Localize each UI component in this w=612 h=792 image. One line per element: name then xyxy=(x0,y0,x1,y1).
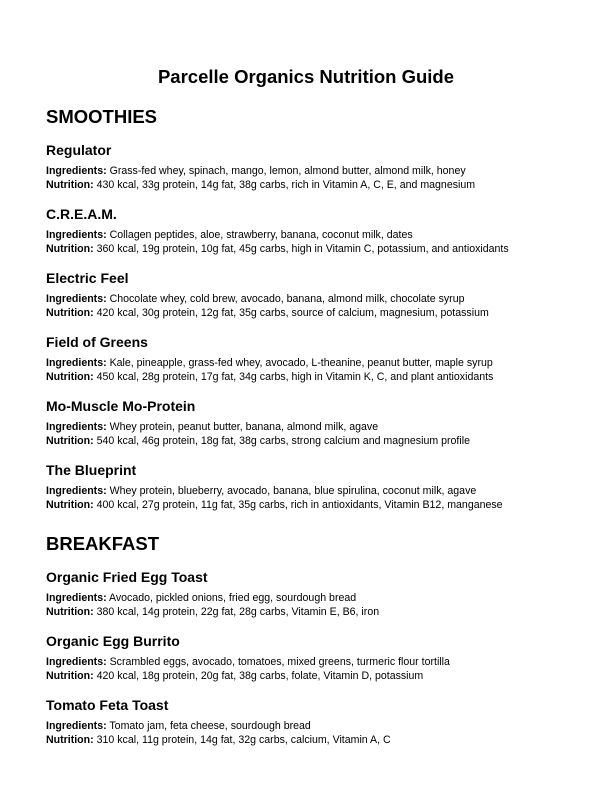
ingredients-label: Ingredients: xyxy=(46,656,107,668)
nutrition-text: 400 kcal, 27g protein, 11g fat, 35g carbs, rich in antioxidants, Vitamin B12, manganese xyxy=(96,499,503,511)
menu-item-cream xyxy=(46,206,566,256)
menu-item-organic-fried-egg-toast xyxy=(46,569,566,619)
nutrition-text: 380 kcal, 14g protein, 22g fat, 28g carbs, Vitamin E, B6, iron xyxy=(96,606,380,618)
nutrition-text: 420 kcal, 30g protein, 12g fat, 35g carbs, source of calcium, magnesium, potassium xyxy=(96,307,489,319)
item-title: Field of Greens xyxy=(46,334,148,350)
ingredients-text: Whey protein, peanut butter, banana, almond milk, agave xyxy=(109,421,379,433)
ingredients-text: Chocolate whey, cold brew, avocado, banana, almond milk, chocolate syrup xyxy=(109,293,465,305)
nutrition-line xyxy=(46,733,566,747)
nutrition-line xyxy=(46,498,566,512)
ingredients-text: Kale, pineapple, grass-fed whey, avocado, L-theanine, peanut butter, maple syrup xyxy=(109,357,493,369)
section-title-smoothies: SMOOTHIES xyxy=(46,106,158,127)
nutrition-text: 360 kcal, 19g protein, 10g fat, 45g carbs, high in Vitamin C, potassium, and antioxidants xyxy=(96,243,509,255)
nutrition-text: 310 kcal, 11g protein, 14g fat, 32g carbs, calcium, Vitamin A, C xyxy=(96,734,391,746)
menu-item-the-blueprint xyxy=(46,462,566,512)
nutrition-label: Nutrition: xyxy=(46,734,94,746)
ingredients-line xyxy=(46,292,566,306)
item-title: Electric Feel xyxy=(46,270,129,286)
ingredients-text: Tomato jam, feta cheese, sourdough bread xyxy=(109,720,311,732)
ingredients-label: Ingredients: xyxy=(46,592,107,604)
ingredients-line xyxy=(46,655,566,669)
ingredients-line xyxy=(46,356,566,370)
ingredients-line xyxy=(46,484,566,498)
ingredients-label: Ingredients: xyxy=(46,485,107,497)
nutrition-line xyxy=(46,178,566,192)
ingredients-label: Ingredients: xyxy=(46,720,107,732)
nutrition-label: Nutrition: xyxy=(46,371,94,383)
ingredients-label: Ingredients: xyxy=(46,357,107,369)
nutrition-label: Nutrition: xyxy=(46,499,94,511)
ingredients-label: Ingredients: xyxy=(46,165,107,177)
ingredients-text: Whey protein, blueberry, avocado, banana, blue spirulina, coconut milk, agave xyxy=(109,485,477,497)
nutrition-line xyxy=(46,242,566,256)
nutrition-label: Nutrition: xyxy=(46,435,94,447)
item-title: Organic Egg Burrito xyxy=(46,633,180,649)
ingredients-text: Scrambled eggs, avocado, tomatoes, mixed greens, turmeric flour tortilla xyxy=(109,656,450,668)
nutrition-label: Nutrition: xyxy=(46,307,94,319)
nutrition-label: Nutrition: xyxy=(46,670,94,682)
ingredients-line xyxy=(46,228,566,242)
nutrition-label: Nutrition: xyxy=(46,606,94,618)
document-title: Parcelle Organics Nutrition Guide xyxy=(157,66,455,87)
menu-item-mo-muscle-mo-protein xyxy=(46,398,566,448)
nutrition-line xyxy=(46,370,566,384)
nutrition-line xyxy=(46,434,566,448)
menu-item-field-of-greens xyxy=(46,334,566,384)
nutrition-label: Nutrition: xyxy=(46,243,94,255)
item-title: C.R.E.A.M. xyxy=(46,206,117,222)
ingredients-line xyxy=(46,164,566,178)
item-title: Regulator xyxy=(46,142,112,158)
menu-item-organic-egg-burrito xyxy=(46,633,566,683)
nutrition-line xyxy=(46,605,566,619)
nutrition-line xyxy=(46,306,566,320)
nutrition-text: 450 kcal, 28g protein, 17g fat, 34g carbs, high in Vitamin K, C, and plant antioxidants xyxy=(96,371,494,383)
ingredients-text: Avocado, pickled onions, fried egg, sourdough bread xyxy=(108,592,357,604)
nutrition-text: 540 kcal, 46g protein, 18g fat, 38g carbs, strong calcium and magnesium profile xyxy=(96,435,470,447)
nutrition-label: Nutrition: xyxy=(46,179,94,191)
menu-item-regulator xyxy=(46,142,566,192)
ingredients-text: Grass-fed whey, spinach, mango, lemon, almond butter, almond milk, honey xyxy=(109,165,466,177)
ingredients-label: Ingredients: xyxy=(46,421,107,433)
menu-item-electric-feel xyxy=(46,270,566,320)
item-title: Organic Fried Egg Toast xyxy=(46,569,208,585)
ingredients-line xyxy=(46,591,566,605)
ingredients-label: Ingredients: xyxy=(46,293,107,305)
item-title: Tomato Feta Toast xyxy=(46,697,169,713)
nutrition-text: 420 kcal, 18g protein, 20g fat, 38g carbs, folate, Vitamin D, potassium xyxy=(96,670,424,682)
ingredients-line xyxy=(46,420,566,434)
ingredients-label: Ingredients: xyxy=(46,229,107,241)
item-title: Mo-Muscle Mo-Protein xyxy=(46,398,196,414)
menu-item-tomato-feta-toast xyxy=(46,697,566,747)
ingredients-line xyxy=(46,719,566,733)
section-title-breakfast: BREAKFAST xyxy=(46,533,160,554)
nutrition-line xyxy=(46,669,566,683)
item-title: The Blueprint xyxy=(46,462,137,478)
nutrition-text: 430 kcal, 33g protein, 14g fat, 38g carbs, rich in Vitamin A, C, E, and magnesium xyxy=(96,179,476,191)
ingredients-text: Collagen peptides, aloe, strawberry, banana, coconut milk, dates xyxy=(109,229,413,241)
